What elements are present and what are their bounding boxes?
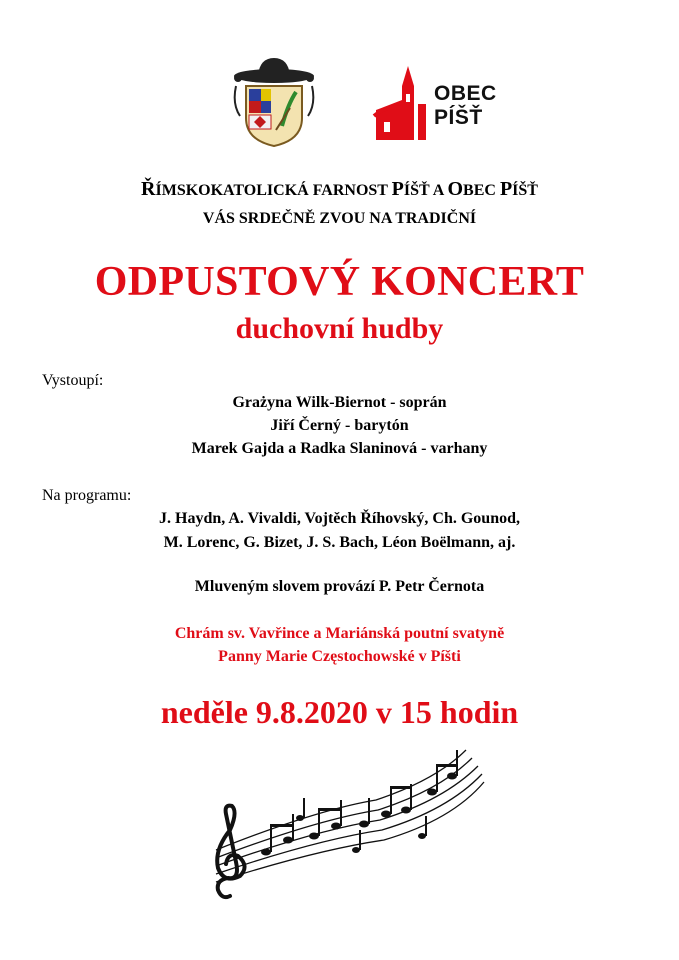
header-text: ÍMSKOKATOLICKÁ FARNOST [155,182,392,199]
parish-coat-of-arms-icon [232,56,316,148]
performer-item: Marek Gajda a Radka Slaninová - varhany [191,440,488,457]
obec-logo-line1: OBEC [434,82,497,105]
host-line: Mluveným slovem provází P. Petr Černota [194,578,485,595]
obec-pist-logo [372,64,512,148]
church-tower-icon [372,64,430,148]
program-line: J. Haydn, A. Vivaldi, Vojtěch Říhovský, Ch. Gounod, [159,510,520,527]
obec-logo-line2: PÍŠŤ [434,106,483,129]
header-line-2: VÁS SRDEČNĚ ZVOU NA TRADIČNÍ [202,210,477,227]
header-text: BEC [463,182,500,199]
concert-subtitle: duchovní hudby [235,312,444,345]
program-line: M. Lorenc, G. Bizet, J. S. Bach, Léon Boëlmann, aj. [163,534,516,551]
venue-line-1: Chrám sv. Vavřince a Mariánská poutní svatyně [174,625,505,642]
program-label: Na programu: [42,487,132,504]
header-cap: P [391,178,404,200]
performers-label: Vystoupí: [42,372,104,389]
header-cap: P [499,178,513,200]
music-staff-treble-clef-icon [196,740,486,910]
concert-date: neděle 9.8.2020 v 15 hodin [160,694,519,730]
header-cap: Ř [141,178,156,200]
header-text: ÍŠŤ [512,182,538,199]
header-text: ÍŠŤ A [403,182,448,199]
header-cap: O [447,178,464,200]
performer-item: Grażyna Wilk-Biernot - soprán [232,394,447,411]
header-line-1 [0,178,679,201]
performer-item: Jiří Černý - barytón [270,417,409,434]
venue-line-2: Panny Marie Częstochowské v Píšti [218,648,461,665]
concert-title: ODPUSTOVÝ KONCERT [94,259,585,305]
